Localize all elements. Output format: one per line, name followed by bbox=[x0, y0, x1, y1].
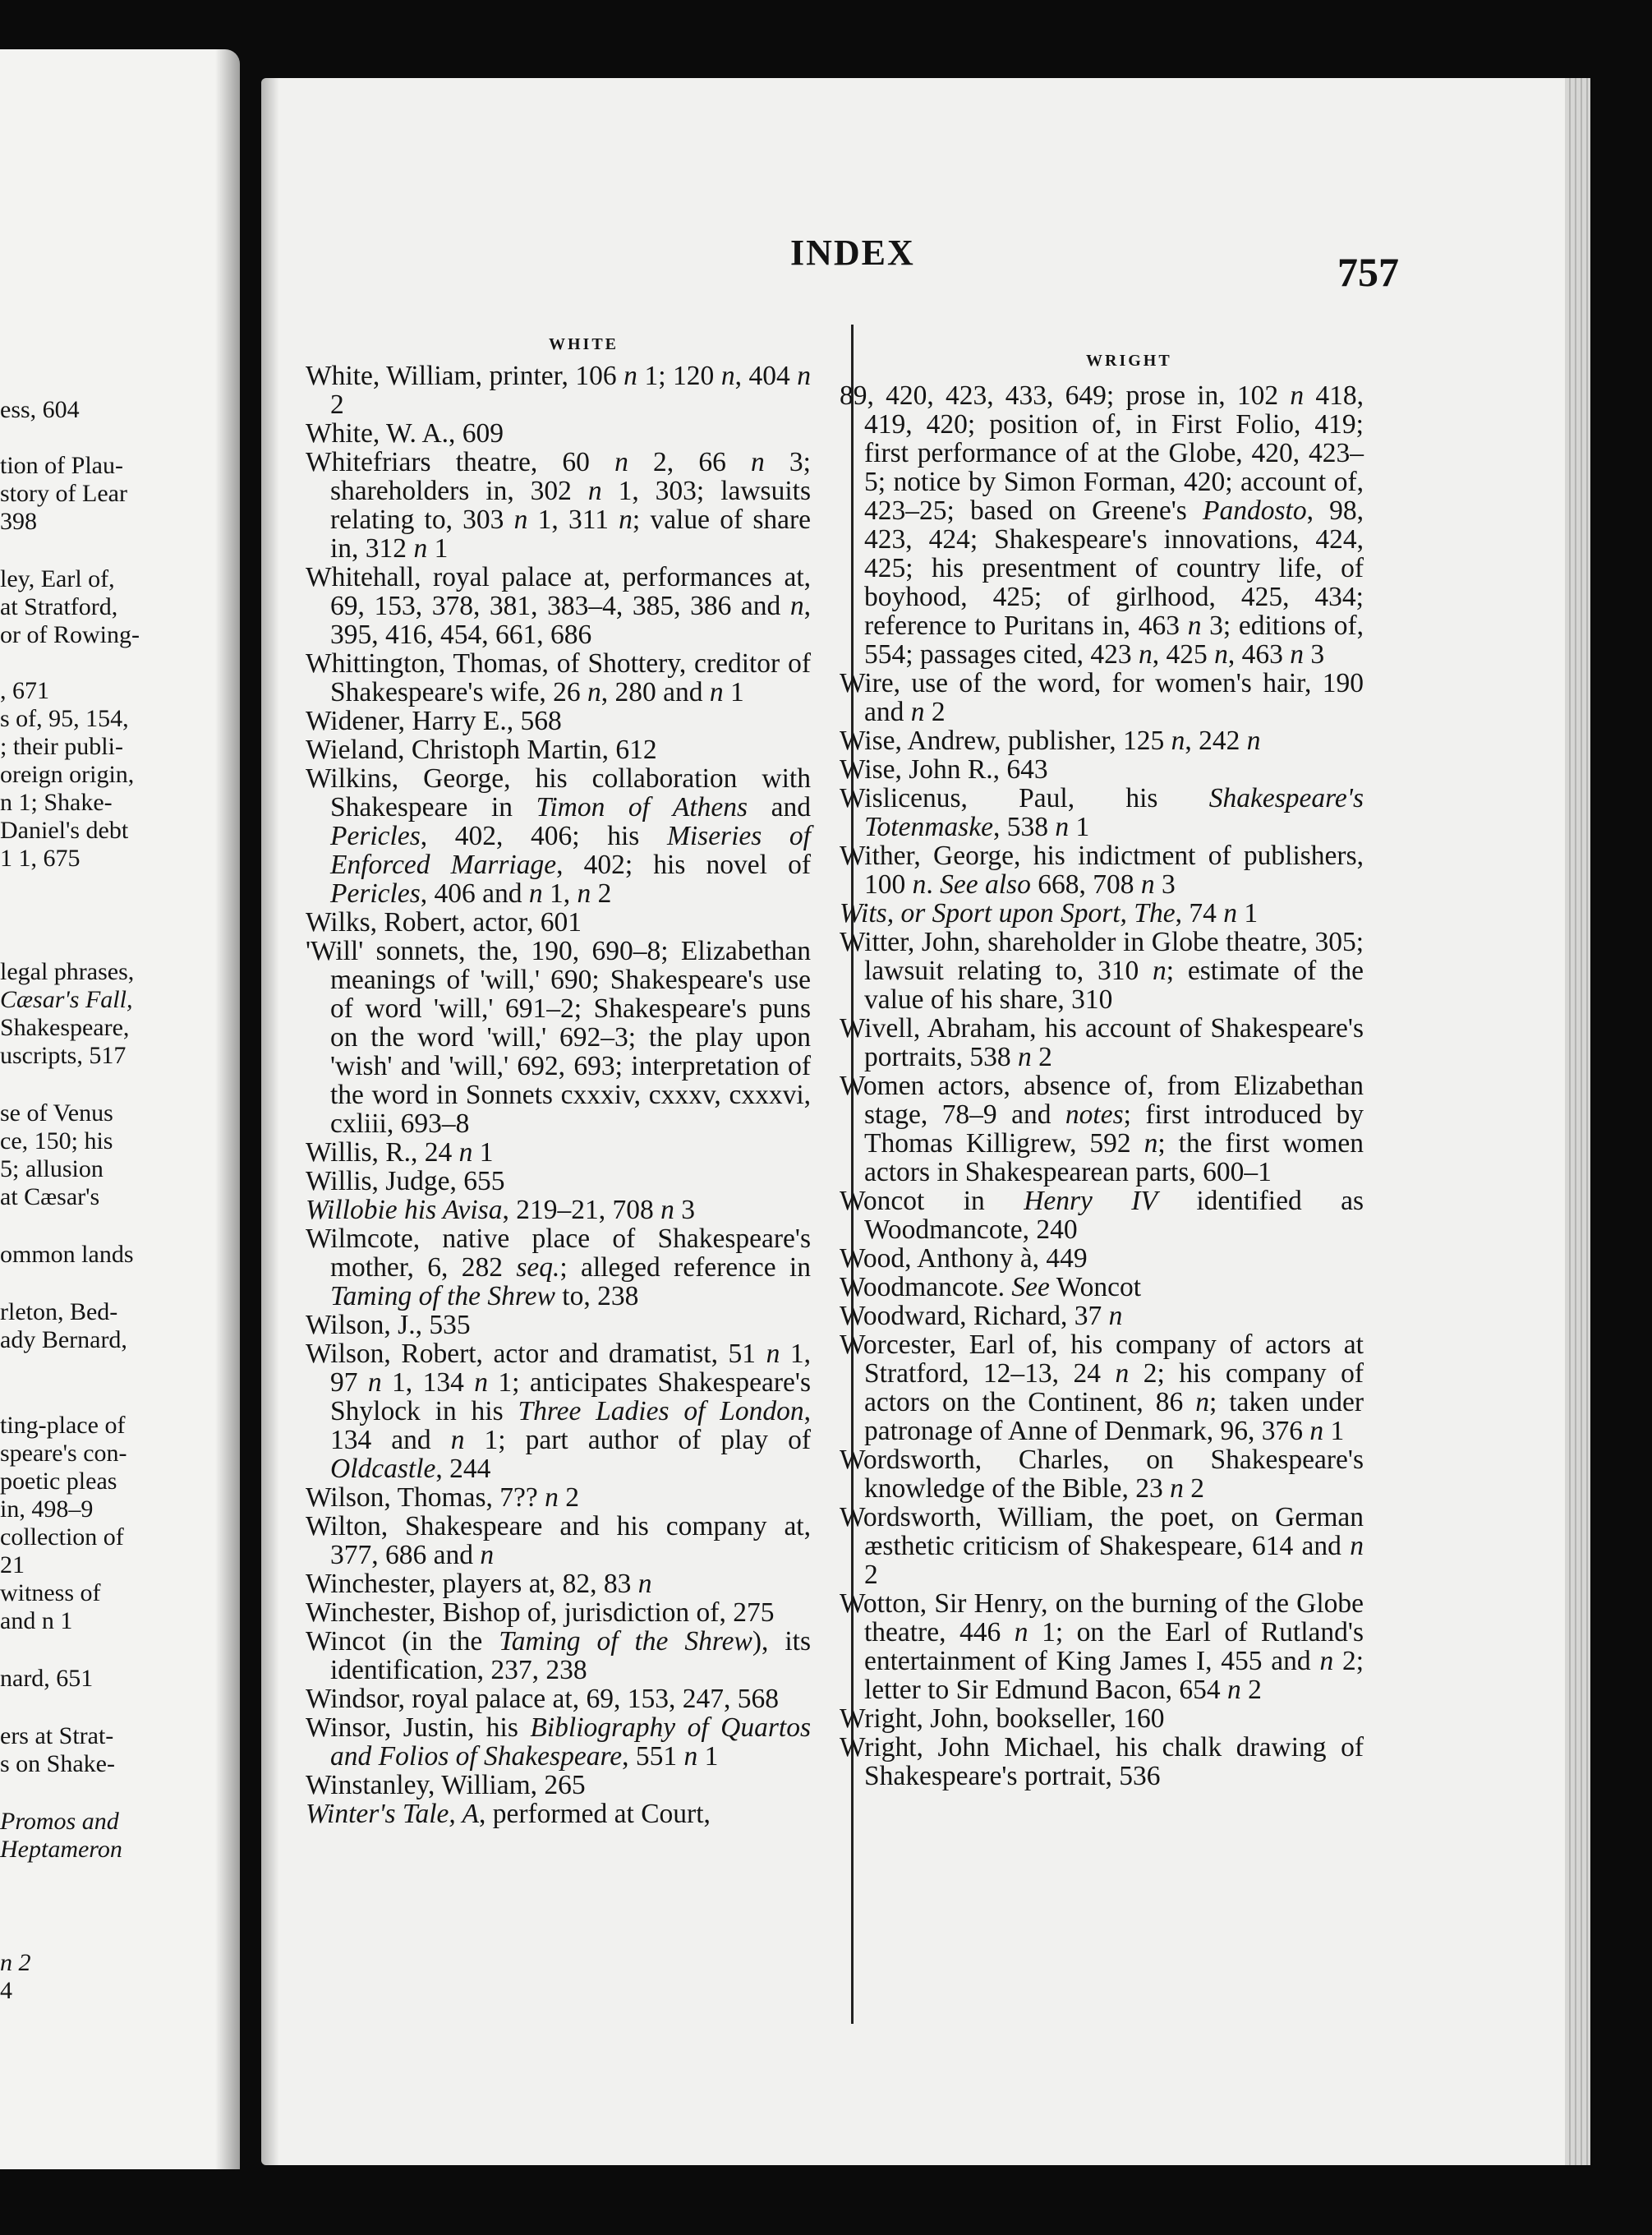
page-title: INDEX bbox=[790, 233, 915, 273]
index-entry: 'Will' sonnets, the, 190, 690–8; Elizabethan meanings of 'will,' 690; Shakespeare's use of word 'will,' 691–2; Shakespeare's puns on the word 'will,' 692–3; the play upon 'wish' and 'will,' 692, 693; interpretation of the word in Sonnets cxxxiv, cxxxv, cxxxvi, cxliii, 693–8 bbox=[306, 936, 811, 1139]
index-entry: Winstanley, William, 265 bbox=[306, 1770, 586, 1800]
index-entry: Whitefriars theatre, 60 n 2, 66 n 3; shareholders in, 302 n 1, 303; lawsuits relating to, 303 n 1, 311 n; value of share in, 312 n 1 bbox=[306, 447, 811, 564]
index-entry: Woodmancote. See Woncot bbox=[840, 1272, 1142, 1302]
index-entry: Wordsworth, William, the poet, on German æsthetic criticism of Shakespeare, 614 and n 2 bbox=[840, 1502, 1364, 1590]
left-page-fragment: Cæsar's Fall, bbox=[0, 986, 133, 1013]
index-entry: Willis, Judge, 655 bbox=[306, 1166, 505, 1196]
index-column-left bbox=[306, 362, 811, 1828]
left-page-fragment: Daniel's debt bbox=[0, 817, 129, 844]
index-entry: Wilson, Robert, actor and dramatist, 51 n 1, 97 n 1, 134 n 1; anticipates Shakespeare's Shylock in his Three Ladies of London, 134 and n 1; part author of play of Oldcastle, 244 bbox=[306, 1339, 812, 1484]
index-entry: Women actors, absence of, from Elizabethan stage, 78–9 and notes; first introduced by Thomas Killigrew, 592 n; the first women actors in Shakespearean parts, 600–1 bbox=[840, 1071, 1364, 1187]
left-page-fragment: poetic pleas bbox=[0, 1468, 117, 1495]
left-page-fragment: at Cæsar's bbox=[0, 1183, 100, 1210]
index-entry: Wotton, Sir Henry, on the burning of the Globe theatre, 446 n 1; on the Earl of Rutland's entertainment of King James I, 455 and n 2; letter to Sir Edmund Bacon, 654 n 2 bbox=[840, 1588, 1364, 1705]
index-entry: Woncot in Henry IV identified as Woodmancote, 240 bbox=[840, 1186, 1364, 1245]
index-entry: Widener, Harry E., 568 bbox=[306, 706, 562, 736]
left-page-fragment: speare's con- bbox=[0, 1440, 127, 1467]
index-entry: Wincot (in the Taming of the Shrew), its identification, 237, 238 bbox=[306, 1626, 812, 1685]
left-page-fragment: rleton, Bed- bbox=[0, 1298, 118, 1325]
left-page-fragment: ers at Strat- bbox=[0, 1722, 114, 1749]
index-entry: Wivell, Abraham, his account of Shakespeare's portraits, 538 n 2 bbox=[840, 1013, 1364, 1072]
left-page-fragment: tion of Plau- bbox=[0, 452, 123, 479]
index-entry: Winchester, Bishop of, jurisdiction of, 275 bbox=[306, 1597, 775, 1628]
page-edge-strips bbox=[1565, 78, 1590, 2165]
index-entry: Wire, use of the word, for women's hair, 190 and n 2 bbox=[840, 668, 1364, 727]
left-page-fragment: 1 1, 675 bbox=[0, 845, 81, 872]
index-entry: White, W. A., 609 bbox=[306, 418, 504, 449]
index-entry: Winsor, Justin, his Bibliography of Quartos and Folios of Shakespeare, 551 n 1 bbox=[306, 1712, 811, 1772]
index-entry: Wordsworth, Charles, on Shakespeare's knowledge of the Bible, 23 n 2 bbox=[840, 1445, 1364, 1504]
left-page-fragment: se of Venus bbox=[0, 1099, 113, 1127]
index-entry: Willis, R., 24 n 1 bbox=[306, 1137, 494, 1168]
index-entry: Windsor, royal palace at, 69, 153, 247, 568 bbox=[306, 1684, 779, 1714]
index-entry: Wood, Anthony à, 449 bbox=[840, 1243, 1088, 1274]
index-entry: Wise, John R., 643 bbox=[840, 754, 1048, 785]
left-page-fragment: ess, 604 bbox=[0, 396, 80, 423]
left-page-fragment: , 671 bbox=[0, 677, 49, 704]
left-page-fragment: ommon lands bbox=[0, 1241, 134, 1268]
index-entry: Wright, John, bookseller, 160 bbox=[840, 1703, 1165, 1734]
left-page-fragment: nard, 651 bbox=[0, 1665, 94, 1692]
left-page-fragment: s on Shake- bbox=[0, 1750, 115, 1777]
index-entry: Wislicenus, Paul, his Shakespeare's Totenmaske, 538 n 1 bbox=[840, 783, 1364, 842]
left-page-fragment: n 2 bbox=[0, 1949, 31, 1976]
index-entry: Worcester, Earl of, his company of actors at Stratford, 12–13, 24 n 2; his company of actors on the Continent, 86 n; taken under patronage of Anne of Denmark, 96, 376 n 1 bbox=[840, 1329, 1364, 1446]
index-column-right bbox=[840, 381, 1364, 1790]
left-page-fragment: Promos and bbox=[0, 1808, 119, 1835]
index-entry: Wilson, Thomas, 7?? n 2 bbox=[306, 1482, 579, 1513]
left-page-fragment: oreign origin, bbox=[0, 761, 135, 788]
left-page-fragment: at Stratford, bbox=[0, 593, 118, 620]
index-entry: Wilton, Shakespeare and his company at, 377, 686 and n bbox=[306, 1511, 811, 1570]
left-page-fragment: or of Rowing- bbox=[0, 621, 140, 648]
index-entry: 89, 420, 423, 433, 649; prose in, 102 n 418, 419, 420; position of, in First Folio, 419; first performance of at the Globe, 420, 423–5; notice by Simon Forman, 420; account of, 423–25; based on Greene's Pandosto, 98, 423, 424; Shakespeare's innovations, 424, 425; his presentment of country life, of boyhood, 425; of girlhood, 425, 434; reference to Puritans in, 463 n 3; editions of, 554; passages cited, 423 n, 425 n, 463 n 3 bbox=[840, 380, 1364, 670]
left-page-fragment: ley, Earl of, bbox=[0, 565, 115, 592]
index-entry: Wits, or Sport upon Sport, The, 74 n 1 bbox=[840, 898, 1259, 929]
left-page-fragment: ; their publi- bbox=[0, 733, 123, 760]
left-page-fragment: story of Lear bbox=[0, 480, 127, 507]
index-entry: Witter, John, shareholder in Globe theatre, 305; lawsuit relating to, 310 n; estimate of the value of his share, 310 bbox=[840, 927, 1364, 1015]
index-entry: Wieland, Christoph Martin, 612 bbox=[306, 735, 657, 765]
index-entry: Wilks, Robert, actor, 601 bbox=[306, 907, 582, 938]
left-page-fragment: witness of bbox=[0, 1579, 101, 1606]
index-entry: Woodward, Richard, 37 n bbox=[840, 1301, 1123, 1331]
left-page-fragment: Shakespeare, bbox=[0, 1014, 130, 1041]
left-page bbox=[0, 49, 240, 2169]
left-page-fragment: collection of bbox=[0, 1523, 124, 1551]
left-page-fragment: 4 bbox=[0, 1977, 12, 2004]
index-entry: Whittington, Thomas, of Shottery, creditor of Shakespeare's wife, 26 n, 280 and n 1 bbox=[306, 648, 811, 707]
left-page-fragment: uscripts, 517 bbox=[0, 1042, 127, 1069]
left-page-fragment: and n 1 bbox=[0, 1607, 73, 1634]
index-entry: Whitehall, royal palace at, performances at, 69, 153, 378, 381, 383–4, 385, 386 and n, 395, 416, 454, 661, 686 bbox=[306, 562, 811, 650]
index-entry: Willobie his Avisa, 219–21, 708 n 3 bbox=[306, 1195, 695, 1225]
left-page-fragment: 5; allusion bbox=[0, 1155, 104, 1182]
index-entry: White, William, printer, 106 n 1; 120 n, 404 n 2 bbox=[306, 361, 812, 420]
index-entry: Winter's Tale, A, performed at Court, bbox=[306, 1799, 711, 1829]
left-page-fragment: s of, 95, 154, bbox=[0, 705, 129, 732]
index-entry: Wilson, J., 535 bbox=[306, 1310, 471, 1340]
guide-word-left: WHITE bbox=[549, 335, 619, 353]
left-page-fragment: n 1; Shake- bbox=[0, 789, 113, 816]
page-number: 757 bbox=[1337, 249, 1399, 295]
left-page-fragment: ting-place of bbox=[0, 1412, 126, 1439]
index-entry: Winchester, players at, 82, 83 n bbox=[306, 1569, 652, 1599]
index-entry: Wither, George, his indictment of publishers, 100 n. See also 668, 708 n 3 bbox=[840, 841, 1364, 900]
left-page-fragment: legal phrases, bbox=[0, 958, 135, 985]
guide-word-right: WRIGHT bbox=[1086, 352, 1172, 370]
left-page-fragment: 21 bbox=[0, 1551, 25, 1578]
index-entry: Wilkins, George, his collaboration with Shakespeare in Timon of Athens and Pericles, 402, 406; his Miseries of Enforced Marriage, 402; his novel of Pericles, 406 and n 1, n 2 bbox=[306, 763, 811, 909]
index-entry: Wilmcote, native place of Shakespeare's mother, 6, 282 seq.; alleged reference in Taming of the Shrew to, 238 bbox=[306, 1223, 811, 1311]
left-page-fragment: ce, 150; his bbox=[0, 1127, 113, 1154]
left-page-fragment: ady Bernard, bbox=[0, 1326, 127, 1353]
left-page-fragment: Heptameron bbox=[0, 1836, 122, 1863]
left-page-fragment: in, 498–9 bbox=[0, 1495, 94, 1523]
index-entry: Wise, Andrew, publisher, 125 n, 242 n bbox=[840, 726, 1261, 756]
index-entry: Wright, John Michael, his chalk drawing of Shakespeare's portrait, 536 bbox=[840, 1732, 1364, 1791]
left-page-fragment: 398 bbox=[0, 508, 37, 535]
